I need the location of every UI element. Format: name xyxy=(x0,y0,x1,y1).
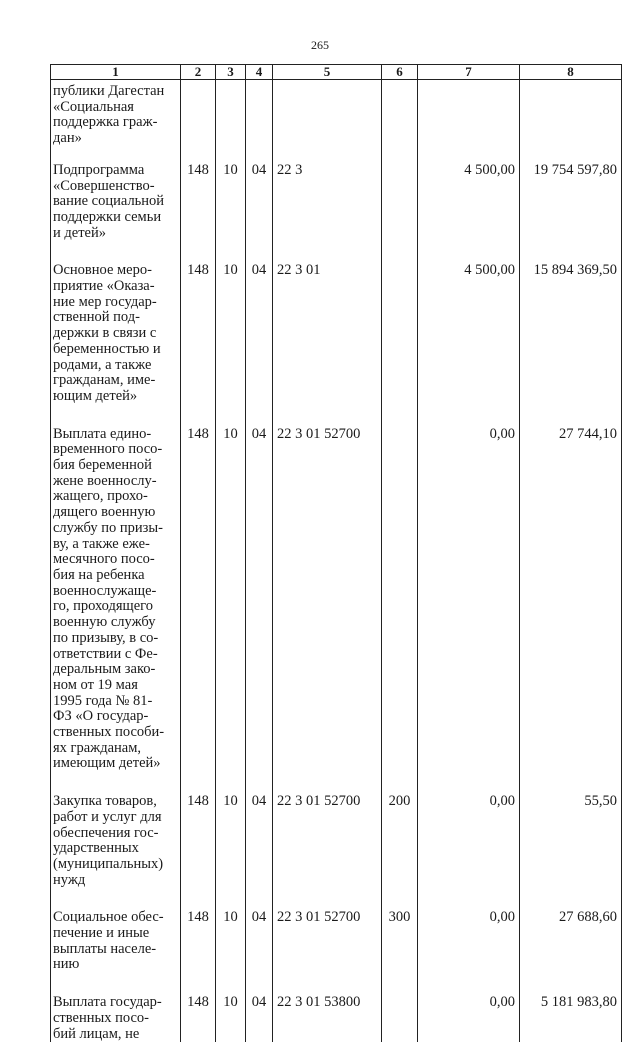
row-name-cell xyxy=(51,995,181,1042)
subsection-code xyxy=(246,80,273,163)
page-number: 265 xyxy=(0,38,640,53)
target-article-code: 22 3 01 53800 xyxy=(273,995,382,1042)
amount-col-8: 27 744,10 xyxy=(520,427,622,794)
subsection-code: 04 xyxy=(246,263,273,426)
row-name-cell xyxy=(51,163,181,264)
header-row xyxy=(51,65,622,80)
expense-type-code xyxy=(382,427,418,794)
amount-col-7: 0,00 xyxy=(418,427,520,794)
ministry-code: 148 xyxy=(181,995,216,1042)
table-header xyxy=(51,65,622,80)
target-article-code xyxy=(273,80,382,163)
target-article-code: 22 3 xyxy=(273,163,382,264)
row-name: Подпрограмма «Совершенство- вание социальной поддержки семьи и детей» xyxy=(53,163,178,242)
amount-col-8 xyxy=(520,80,622,163)
amount-col-7: 0,00 xyxy=(418,794,520,910)
section-code xyxy=(216,80,246,163)
section-code: 10 xyxy=(216,427,246,794)
row-name-cell xyxy=(51,80,181,163)
amount-col-7: 0,00 xyxy=(418,910,520,995)
header-col-1: 1 xyxy=(51,65,181,80)
section-code: 10 xyxy=(216,263,246,426)
ministry-code: 148 xyxy=(181,263,216,426)
row-name-cell xyxy=(51,794,181,910)
subsection-code: 04 xyxy=(246,163,273,264)
expense-type-code xyxy=(382,80,418,163)
header-col-6: 6 xyxy=(382,65,418,80)
section-code: 10 xyxy=(216,163,246,264)
row-name: Основное меро- приятие «Оказа- ние мер государ- ственной под- держки в связи с беременностью и родами, а также гражданам, име- ющим детей» xyxy=(53,263,178,404)
table-row xyxy=(51,163,622,264)
ministry-code xyxy=(181,80,216,163)
amount-col-8: 19 754 597,80 xyxy=(520,163,622,264)
table-row xyxy=(51,995,622,1042)
amount-col-8: 27 688,60 xyxy=(520,910,622,995)
table-row xyxy=(51,427,622,794)
section-code: 10 xyxy=(216,910,246,995)
header-col-8: 8 xyxy=(520,65,622,80)
section-code: 10 xyxy=(216,995,246,1042)
amount-col-7: 4 500,00 xyxy=(418,163,520,264)
row-name-cell xyxy=(51,910,181,995)
header-col-2: 2 xyxy=(181,65,216,80)
row-name: Выплата государ- ственных посо- бий лицам, не xyxy=(53,995,178,1042)
row-name-cell xyxy=(51,263,181,426)
target-article-code: 22 3 01 52700 xyxy=(273,910,382,995)
expense-type-code: 200 xyxy=(382,794,418,910)
subsection-code: 04 xyxy=(246,427,273,794)
row-name: Выплата едино- временного посо- бия беременной жене военнослу- жащего, прохо- дящего военную службу по призы- ву, а также еже- месячного посо- бия на ребенка военнослужаще- го, проходящего военную службу по призыву, в со- ответствии с Фе- деральным зако- ном от 19 мая 1995 года № 81- ФЗ «О государ- ственных пособи- ях гражданам, имеющим детей» xyxy=(53,427,178,772)
header-col-7: 7 xyxy=(418,65,520,80)
ministry-code: 148 xyxy=(181,163,216,264)
header-col-3: 3 xyxy=(216,65,246,80)
budget-table xyxy=(50,64,622,1042)
row-name: Закупка товаров, работ и услуг для обеспечения гос- ударственных (муниципальных) нужд xyxy=(53,794,178,888)
expense-type-code xyxy=(382,163,418,264)
expense-type-code xyxy=(382,995,418,1042)
table-row xyxy=(51,910,622,995)
header-col-5: 5 xyxy=(273,65,382,80)
amount-col-8: 15 894 369,50 xyxy=(520,263,622,426)
target-article-code: 22 3 01 52700 xyxy=(273,427,382,794)
table-row xyxy=(51,80,622,163)
amount-col-8: 5 181 983,80 xyxy=(520,995,622,1042)
row-name-cell xyxy=(51,427,181,794)
amount-col-7: 4 500,00 xyxy=(418,263,520,426)
amount-col-7: 0,00 xyxy=(418,995,520,1042)
target-article-code: 22 3 01 xyxy=(273,263,382,426)
subsection-code: 04 xyxy=(246,794,273,910)
target-article-code: 22 3 01 52700 xyxy=(273,794,382,910)
subsection-code: 04 xyxy=(246,910,273,995)
row-name: публики Дагестан «Социальная поддержка граж- дан» xyxy=(53,84,178,147)
expense-type-code: 300 xyxy=(382,910,418,995)
ministry-code: 148 xyxy=(181,910,216,995)
table-row xyxy=(51,794,622,910)
amount-col-7 xyxy=(418,80,520,163)
table-body xyxy=(51,80,622,1042)
section-code: 10 xyxy=(216,794,246,910)
header-col-4: 4 xyxy=(246,65,273,80)
amount-col-8: 55,50 xyxy=(520,794,622,910)
table-row xyxy=(51,263,622,426)
ministry-code: 148 xyxy=(181,427,216,794)
expense-type-code xyxy=(382,263,418,426)
row-name: Социальное обес- печение и иные выплаты населе- нию xyxy=(53,910,178,973)
ministry-code: 148 xyxy=(181,794,216,910)
subsection-code: 04 xyxy=(246,995,273,1042)
